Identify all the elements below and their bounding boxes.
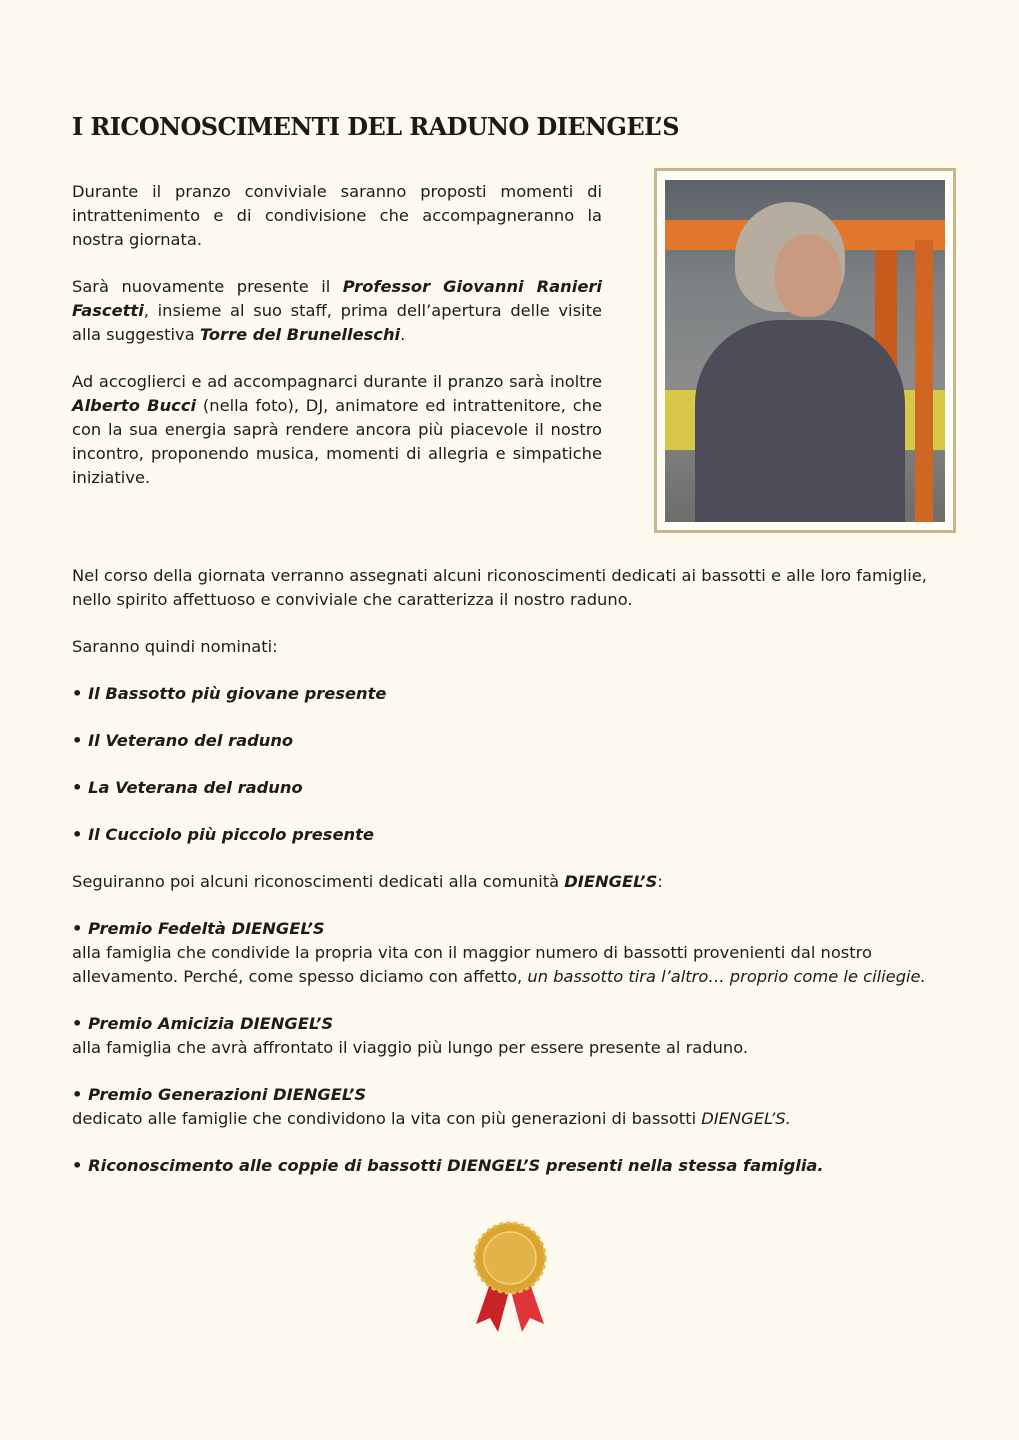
award-description: alla famiglia che avrà affrontato il viaggio più lungo per essere presente al raduno. bbox=[72, 1038, 749, 1057]
intro-paragraph-3 bbox=[72, 370, 602, 490]
award-title: • Premio Fedeltà DIENGEL’S bbox=[72, 919, 325, 938]
brand-name: DIENGEL’S bbox=[564, 872, 658, 891]
final-award: • Riconoscimento alle coppie di bassotti DIENGEL’S presenti nella stessa famiglia. bbox=[72, 1156, 824, 1175]
award-description bbox=[72, 941, 952, 989]
award-medal-icon bbox=[472, 1220, 548, 1336]
nomination-item: • Il Bassotto più giovane presente bbox=[72, 684, 387, 703]
intro-text bbox=[72, 180, 602, 513]
text: , insieme al suo staff, prima dell’apertura delle visite alla suggestiva bbox=[72, 301, 602, 344]
text: dedicato alle famiglie che condividono la vita con più generazioni di bassotti bbox=[72, 1109, 702, 1128]
photo-shirt bbox=[695, 320, 905, 522]
tower-name: Torre del Brunelleschi bbox=[199, 325, 401, 344]
award-title: • Premio Generazioni DIENGEL’S bbox=[72, 1085, 367, 1104]
alberto-bucci-photo bbox=[665, 180, 945, 522]
professor-name: Professor Giovanni Ranieri Fascetti bbox=[72, 277, 602, 320]
award-quote: un bassotto tira l’altro… proprio come le ciliegie. bbox=[527, 967, 926, 986]
awards-intro: Nel corso della giornata verranno assegnati alcuni riconoscimenti dedicati ai bassotti e alle loro famiglie, nello spirito affettuoso e conviviale che caratterizza il nostro raduno. bbox=[72, 566, 927, 609]
dj-name: Alberto Bucci bbox=[72, 396, 197, 415]
community-intro bbox=[72, 870, 952, 894]
text: alla famiglia che condivide la propria vita con il maggior numero di bassotti provenienti dal nostro allevamento. Perché, come spesso diciamo con affetto, bbox=[72, 943, 872, 986]
photo-bg-post bbox=[915, 240, 933, 522]
photo-frame bbox=[654, 168, 956, 533]
intro-paragraph-2 bbox=[72, 275, 602, 347]
nominati-label: Saranno quindi nominati: bbox=[72, 637, 278, 656]
nomination-item: • La Veterana del raduno bbox=[72, 778, 303, 797]
nomination-item: • Il Cucciolo più piccolo presente bbox=[72, 825, 374, 844]
text: (nella foto), DJ, animatore ed intrattenitore, che con la sua energia saprà rendere ancora più piacevole il nostro incontro, proponendo musica, momenti di allegria e simpatiche iniziative. bbox=[72, 396, 602, 487]
text: Sarà nuovamente presente il bbox=[72, 277, 343, 296]
medal-inner bbox=[484, 1232, 536, 1284]
text: Ad accoglierci e ad accompagnarci durante il pranzo sarà inoltre bbox=[72, 372, 602, 391]
photo-face bbox=[775, 235, 841, 317]
intro-paragraph-1: Durante il pranzo conviviale saranno proposti momenti di intrattenimento e di condivisione che accompagneranno la nostra giornata. bbox=[72, 182, 602, 249]
award-title: • Premio Amicizia DIENGEL’S bbox=[72, 1014, 334, 1033]
page-title: I RICONOSCIMENTI DEL RADUNO DIENGEL’S bbox=[72, 112, 680, 141]
nomination-item: • Il Veterano del raduno bbox=[72, 731, 294, 750]
brand-italic: DIENGEL’S. bbox=[701, 1109, 791, 1128]
text: Seguiranno poi alcuni riconoscimenti dedicati alla comunità bbox=[72, 872, 565, 891]
text: : bbox=[657, 872, 663, 891]
award-description bbox=[72, 1107, 952, 1131]
text: . bbox=[400, 325, 406, 344]
awards-section bbox=[72, 564, 952, 1178]
